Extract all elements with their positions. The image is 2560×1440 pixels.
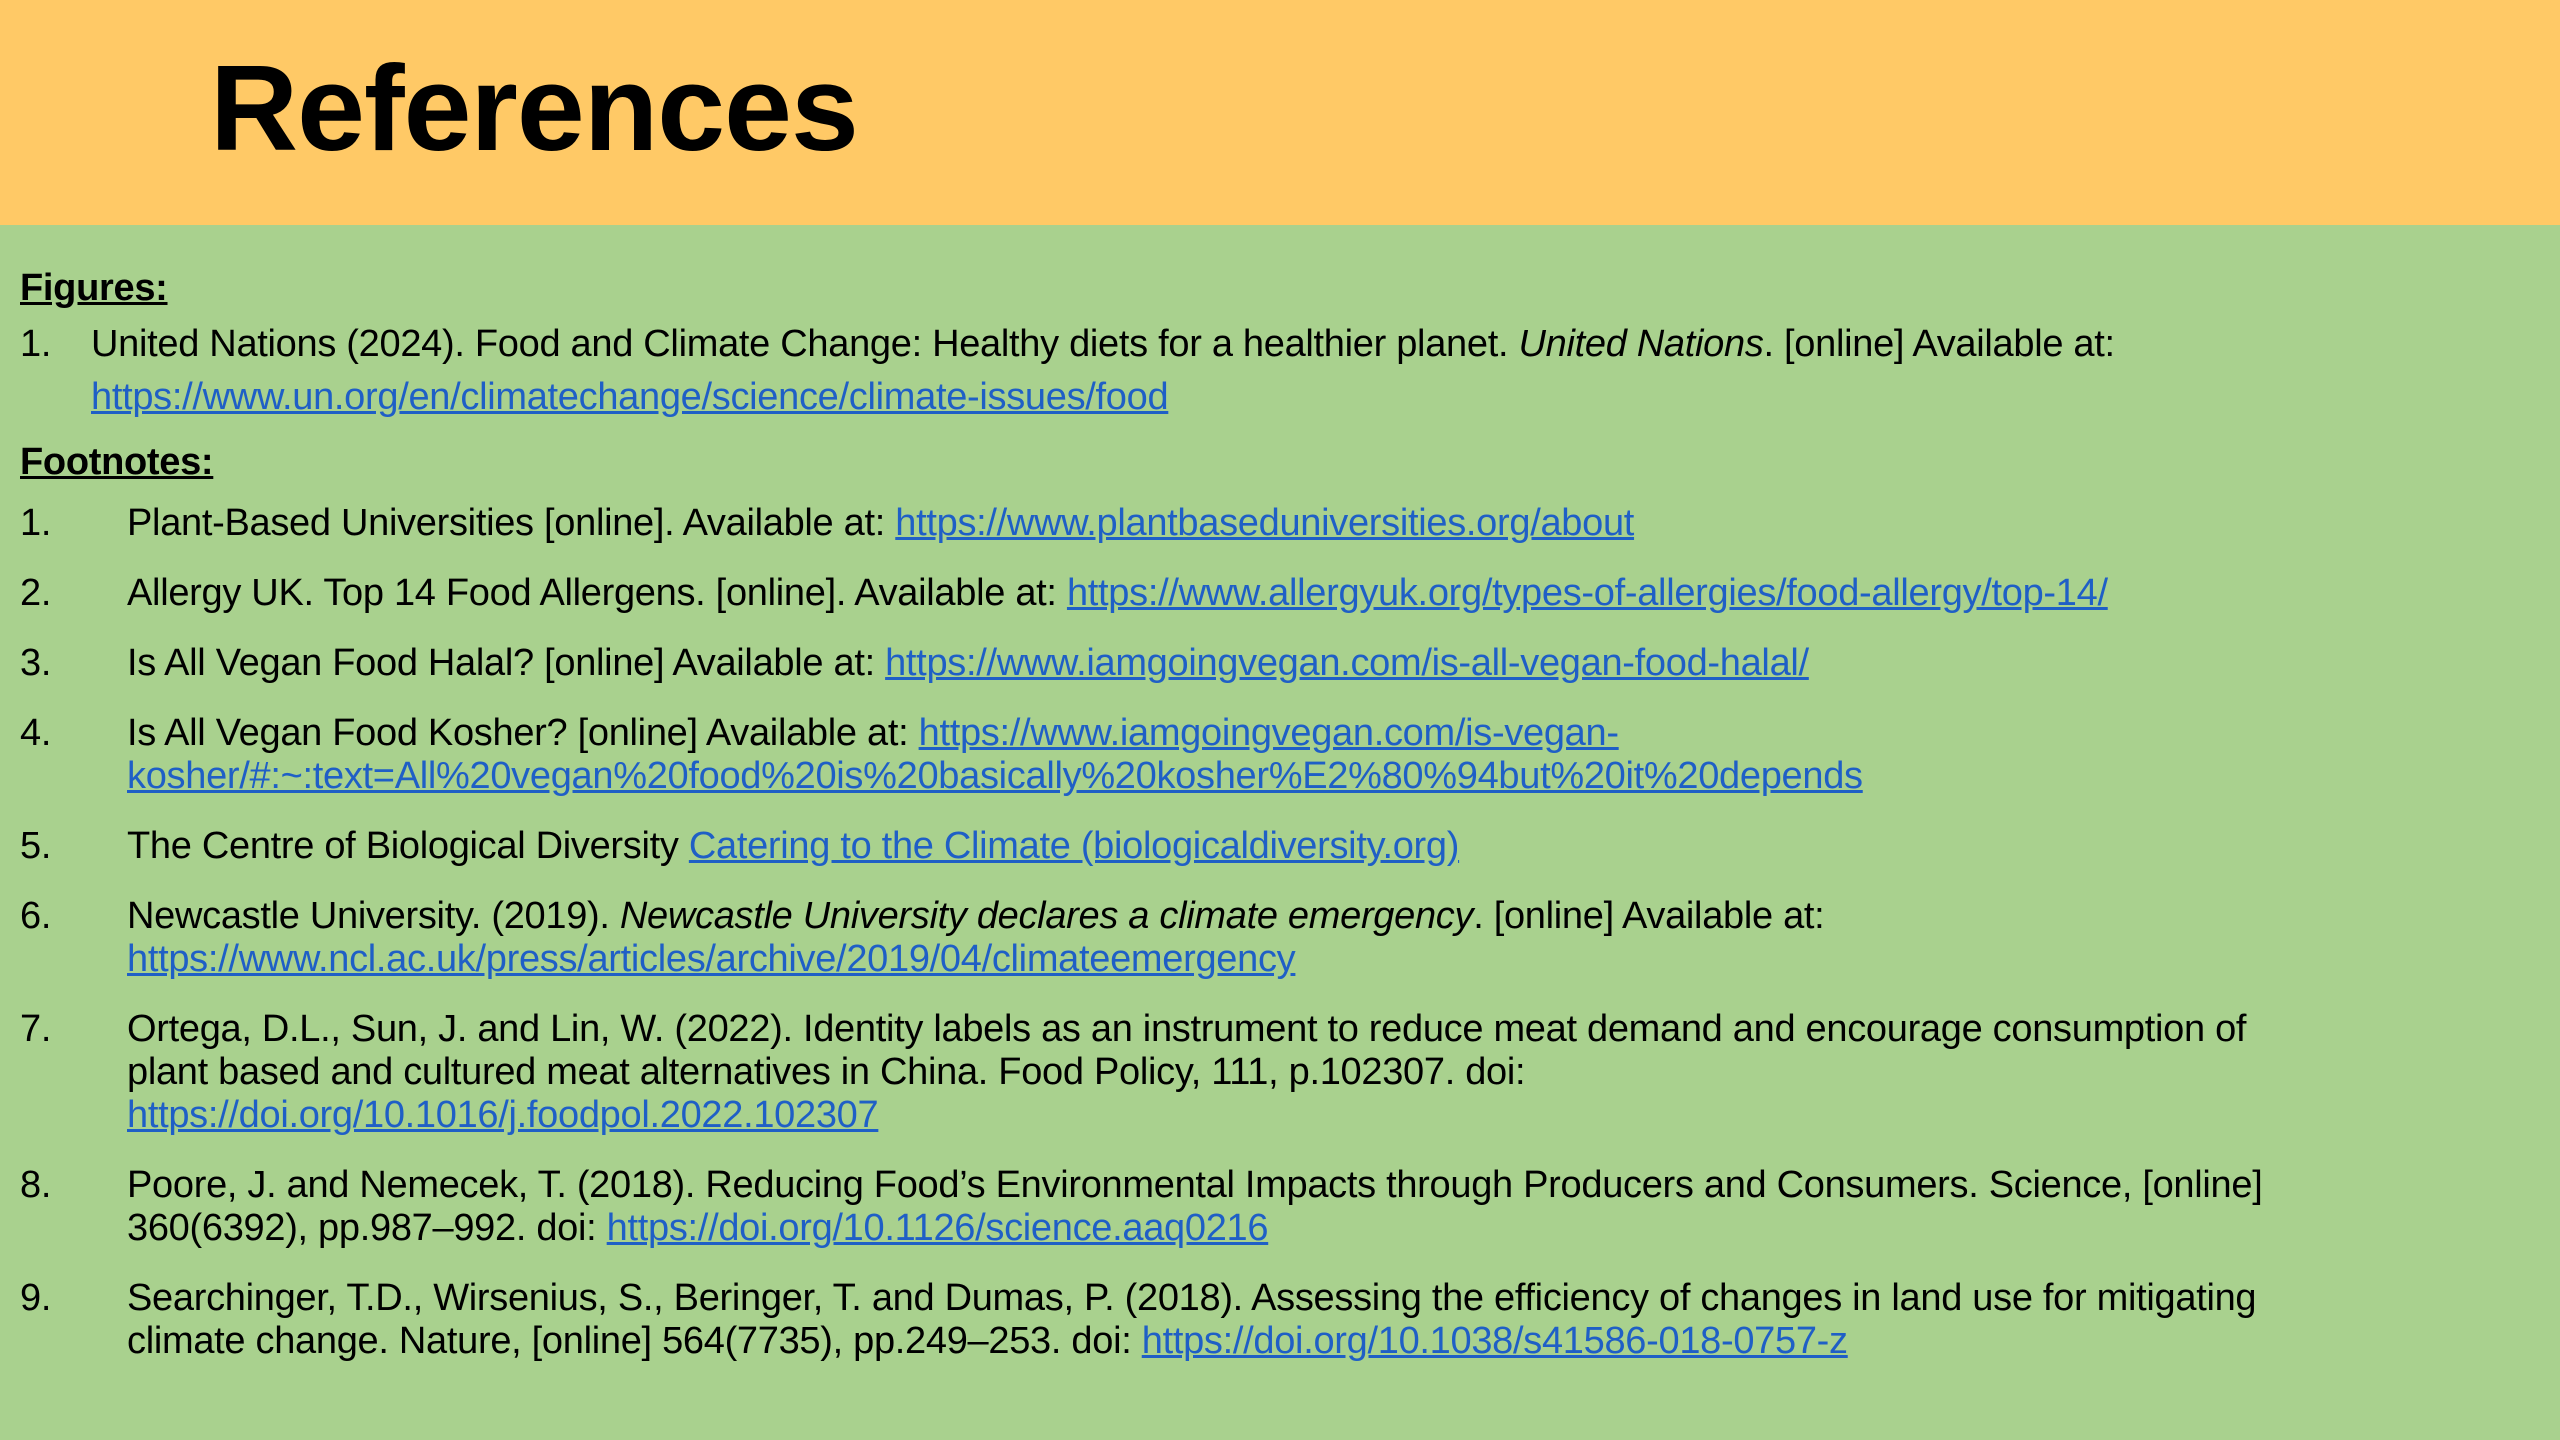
footnote-number: 7. <box>20 1008 52 1050</box>
footnote-text: Ortega, D.L., Sun, J. and Lin, W. (2022). Identity labels as an instrument to reduce meat demand and encourage consumption of <box>127 1008 2247 1050</box>
footnote-text: 360(6392), pp.987–992. doi: <box>127 1207 607 1249</box>
footnote-4 <box>20 712 2540 798</box>
footnote-link[interactable]: https://www.allergyuk.org/types-of-allergies/food-allergy/top-14/ <box>1066 572 2108 614</box>
page-title: References <box>210 40 858 176</box>
footnote-link[interactable]: https://doi.org/10.1038/s41586-018-0757-z <box>1141 1320 1848 1362</box>
footnote-3 <box>20 642 2540 685</box>
footnote-number: 9. <box>20 1277 52 1319</box>
footnote-5 <box>20 825 2540 868</box>
reference-text: . [online] Available at: <box>1763 323 2115 365</box>
footnote-link[interactable]: Catering to the Climate (biologicaldiversity.org) <box>688 825 1460 867</box>
footnote-number: 5. <box>20 825 52 867</box>
footnote-text: Allergy UK. Top 14 Food Allergens. [online]. Available at: <box>127 572 1067 614</box>
footnote-6 <box>20 895 2540 981</box>
footnotes-heading: Footnotes: <box>20 441 214 483</box>
footnote-link-part: kosher/#:~:text=All%20vegan%20food%20is%20basically%20kosher%E2%80%94but%20it%20depends <box>127 755 1863 797</box>
footnote-text: The Centre of Biological Diversity <box>127 825 689 867</box>
footnote-link[interactable]: https://www.iamgoingvegan.com/is-all-vegan-food-halal/ <box>885 642 1809 684</box>
reference-number: 1. <box>20 323 52 365</box>
footnote-text: Searchinger, T.D., Wirsenius, S., Beringer, T. and Dumas, P. (2018). Assessing the efficiency of changes in land use for mitigating <box>127 1277 2257 1319</box>
reference-link[interactable]: https://www.un.org/en/climatechange/science/climate-issues/food <box>91 376 1169 418</box>
footnote-8 <box>20 1164 2540 1250</box>
footnotes-list <box>20 502 2540 1363</box>
footnote-text: Poore, J. and Nemecek, T. (2018). Reducing Food’s Environmental Impacts through Producers and Consumers. Science, [online] <box>127 1164 2263 1206</box>
footnote-text: . [online] Available at: <box>1473 895 1825 937</box>
footnote-link[interactable]: https://doi.org/10.1126/science.aaq0216 <box>606 1207 1269 1249</box>
footnote-link[interactable]: https://www.ncl.ac.uk/press/articles/archive/2019/04/climateemergency <box>127 938 1296 980</box>
footnote-text: plant based and cultured meat alternatives in China. Food Policy, 111, p.102307. doi: <box>127 1051 1526 1093</box>
footnote-number: 8. <box>20 1164 52 1206</box>
figures-heading: Figures: <box>20 267 168 309</box>
footnote-link-part: https://www.iamgoingvegan.com/is-vegan- <box>918 712 1619 754</box>
references-content <box>20 262 2540 1390</box>
title-banner <box>0 0 2560 225</box>
footnote-text: Is All Vegan Food Kosher? [online] Available at: <box>127 712 919 754</box>
footnote-link[interactable]: https://www.plantbaseduniversities.org/about <box>895 502 1635 544</box>
figure-reference-1 <box>20 318 2540 424</box>
footnote-text: Newcastle University. (2019). <box>127 895 620 937</box>
footnote-9 <box>20 1277 2540 1363</box>
footnote-number: 3. <box>20 642 52 684</box>
footnote-link[interactable]: https://doi.org/10.1016/j.foodpol.2022.102307 <box>127 1094 879 1136</box>
footnote-text: Plant-Based Universities [online]. Available at: <box>127 502 896 544</box>
footnote-number: 4. <box>20 712 52 754</box>
footnote-number: 6. <box>20 895 52 937</box>
footnote-number: 1. <box>20 502 52 544</box>
footnote-italic-title: Newcastle University declares a climate emergency <box>619 895 1474 937</box>
footnote-text: climate change. Nature, [online] 564(7735), pp.249–253. doi: <box>127 1320 1142 1362</box>
reference-italic-title: United Nations <box>1518 323 1764 365</box>
footnote-2 <box>20 572 2540 615</box>
reference-text: United Nations (2024). Food and Climate Change: Healthy diets for a healthier planet. <box>91 323 1519 365</box>
footnote-text: Is All Vegan Food Halal? [online] Available at: <box>127 642 886 684</box>
footnote-1 <box>20 502 2540 545</box>
footnote-number: 2. <box>20 572 52 614</box>
footnote-7 <box>20 1008 2540 1137</box>
